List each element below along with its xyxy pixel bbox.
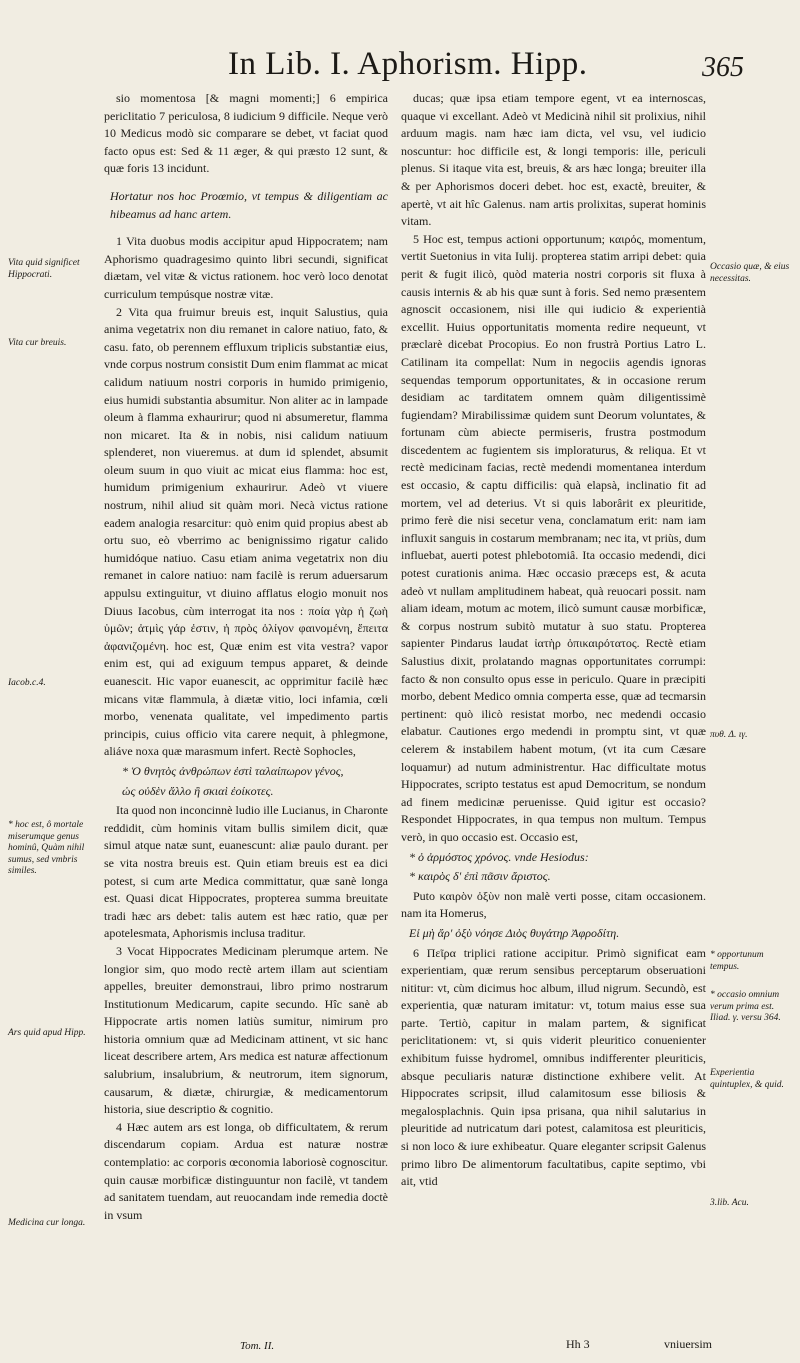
left-column [104, 90, 388, 1224]
running-head: In Lib. I. Aphorism. Hipp. [228, 46, 588, 82]
paragraph: Ita quod non inconcinnè ludio ille Lucianus, in Charonte reddidit, cùm hominis vitam bullis similem dicit, quæ simul atque natæ sunt, euanescunt: aliæ paulo durant. per se vita nostra breuis est. Quin etiam breuis est ea dici potest, si cum arte Medica committatur, quæ sanè longa est. Quasi dicat Hippocrates, propterea summa breuitate tradi hæc ars debet: talis autem est hæc ratio, quæ per apotelesmata, Aphorismis inclusa traditur. [104, 803, 388, 941]
greek-verse: Εἰ μὴ ἄρ' ὀξὺ νόησε Διὸς θυγάτηρ Ἀφροδίτη. [409, 925, 620, 940]
section-heading: Hortatur nos hoc Proœmio, vt tempus & diligentiam ac hibeamus ad hanc artem. [110, 188, 388, 221]
margin-note: * occasio omnium verum prima est. Iliad. γ. versu 364. [710, 990, 781, 1023]
margin-note: Vita cur breuis. [8, 338, 67, 348]
signature-mark: Hh 3 [566, 1337, 590, 1351]
margin-note: Experientia quintuplex, & quid. [710, 1068, 784, 1090]
paragraph: 3 Vocat Hippocrates Medicinam plerumque artem. Ne longior sim, quo modo rectè artem illam aut scientiam appelles, breuiter demonstraui, libro primo nostrarum Institutionum Medicarum, capite secundo. Hîc sanè ab Hippocrate artis nomen latiùs sumitur, nimirum pro historia omnium quæ ad Medicinam attinent, vt sic hanc liceat describere artem, Ars medica est naturæ affectionum salubrium, insalubrium, & neutrorum, item signorum, causarum, & diætæ, chirurgiæ, & medicamentorum historia, siue descriptio & cognitio. [104, 943, 388, 1117]
right-column [401, 90, 706, 1191]
paragraph: 6 Πεῖρα triplici ratione accipitur. Primò significat eam experientiam, quæ rerum sensibus perceptarum obseruationi nititur: vt, cùm dicimus hoc album, illud nigrum. Secundò, est experientia, quæ naturam imitatur: vt, totum maius esse sua parte. Tertiò, capitur in malam partem, & significat periclitationem: vt, si quis viderit pleuritico conuenienter exhibitum fuisse hydromel, omnibus indifferenter pleuriticis, absque peculiaris naturæ distinctione exhibere velit. At Hippocrates scripsit, illud calamitosum esse biliosis & megalosplachnis. Quin ipsa prisana, qua nihil salutarius in pleuritide ad nutricatum dari potest, calamitosa est pleuriticis, si non loco & iure exhibeatur. Quare eleganter scripsit Galenus primo libro De alimentorum facultatibus, capite septimo, vbi ait, vtid [401, 945, 706, 1189]
volume-mark: Tom. II. [240, 1340, 275, 1352]
page-number: 365 [702, 52, 744, 83]
paragraph: 4 Hæc autem ars est longa, ob difficultatem, & rerum discendarum copiam. Ardua est naturæ nostræ contemplatio: ac corporis œconomia laboriosè cognoscitur. quin causæ morbificæ distinguuntur non facilè, vt tandem ad sanitatem tuendam, aut reuocandam inde remedia doctè in vsum [104, 1119, 388, 1222]
paragraph: 5 Hoc est, tempus actioni opportunum; καιρός, momentum, vertit Suetonius in vita Iulij. propterea statim arripi debet: quia perit & fugit ilicò, quòd materia nostri corporis sit fluxa à causis internis & ab his quæ sunt à foris. Sed nemo præsentem agnoscit occasionem, nisi ille qui iudicio & experientià excellit. Huius opportunitatis momenta redire nequeunt, vt præclarè dicebat Procopius. Eo non frustrà Portius Latro L. Catilinam ita compellat: Num in negociis agendis ignoras sequendas temporum opportunitates, & in occasione rerum desidiam ac tarditatem omnem quàm diligentissimè fugiendam? Mirabilissimæ quidem sunt Deorum voluntates, & fortunam cùm abiecte permiseris, frustra postmodum discedentem ac fugientem sis imploraturus, & reliqua. Et vt rectè medicinam facias, rectè medendi momentanea interdum est occasio, & captu difficilis: quà elapsà, inclinatio fit ad mortem, vel ad deterius. Vt si quis laborârit ex pleuritide, primo ferè die nisi secetur vena, conclamatum erit: nam iam influxit sanguis in costarum membranam; nec ita, vt priùs, dum influebat, auerti potest phlebotomiâ. Ita occasio medendi, dici potest curationis anima. Hæc occasio præceps est, & acuta adeò vt nullam amplitudinem habeat, quà reuocari possit. nam aliam ideam, motum ac motem, ilicò sumunt causæ morbificæ, & corpus nostrum subitò mutatur à suo statu. Propterea sapienter Pindarus laudat ἰατὴρ ὀπικαιρότατος. Rectè etiam Salustius dixit, prolatando magnas opportunitates corrumpi: facto & non consulto opus esse in periculo. Quare in præcipiti morbo, debent Medico omnia comperta esse, quæ ad tecmarsin pertinent: quò ilicò resistat morbo, nec medendi occasio elabatur. Cautiones ergo medendi in promptu sint, vt quæ celerem & instabilem habent motum, (vt ita cum Cæsare loquamur) ad nutum administrentur. Hac difficultate motus Hippocrates, scripto testatus est apud Democritum, se nondum ad finem medicinæ peruenisse. Quid igitur est occasio? Respondet Hippocrates, in qua tempus non multum. Tempus verò, in quo occasio est. Occasio est, [401, 231, 706, 844]
margin-note: Ars quid apud Hipp. [8, 1028, 86, 1038]
greek-verse: * ὁ ἁρμόστος χρόνος. vnde Hesiodus: [409, 849, 589, 864]
paragraph: 1 Vita duobus modis accipitur apud Hippocratem; nam Aphorismo quadragesimo quinto libri secundi, significat diætam, vel vitæ & victus rationem. hoc verò loco denotat curriculum tempúsque nostræ vitæ. [104, 234, 388, 301]
margin-note: πυθ. Δ. ιγ. [710, 730, 748, 740]
margin-note: Medicina cur longa. [8, 1218, 86, 1228]
greek-verse: ὡς οὐδὲν ἄλλο ἢ σκιαὶ ἐοίκοτες. [122, 783, 274, 798]
paragraph: sio momentosa [& magni momenti;] 6 empirica periclitatio 7 periculosa, 8 iudicium 9 difficile. Neque verò 10 Medicus modò sic comparare se debet, vt faciat quod facto opus est: Sed & 11 æger, & qui præsto 12 sunt, & quæ foris 13 incidunt. [104, 91, 388, 176]
margin-note: * opportunum tempus. [710, 950, 764, 972]
greek-verse: * καιρὸς δ' ἐπὶ πᾶσιν ἄριστος. [409, 869, 551, 884]
paragraph: ducas; quæ ipsa etiam tempore egent, vt ea internoscas, quaque vi excellant. Adeò vt Medicinà nihil sit prolixius, nihil arduum magis. nam hæc iam dicta, vel vsu, vel iudicio noscuntur: hoc difficile est, & longi temporis: ille, periculi plenus. Si itaque vita est, breuis, & ars hæc longa; breuiter illa & per Aphorismos doceri debet. hoc est, exactè, breuiter, & apertè, vt ait hîc Galenus. nam artis prolixitas, superat hominis vitam. [401, 91, 706, 229]
margin-note: Occasio quæ, & eius necessitas. [710, 262, 790, 284]
greek-verse: * Ὁ θνητὸς ἀνθρώπων ἐστὶ ταλαίπωρον γένος, [122, 763, 344, 778]
margin-note: * hoc est, ô mortale miserumque genus hominû, Quàm nihil sumus, sed vmbris similes. [8, 820, 85, 876]
paragraph: 2 Vita qua fruimur breuis est, inquit Salustius, quia anima vegetatrix non diu remanet in calore natiuo, fato, & casu. fato, ob perennem effluxum triplicis substantiæ eius, vnde corpus nostrum consistit Dum enim flammat ac micat calidum natiuum nostri corporis in humido primigenio, eius humidi substantia absumitur. Non aliter ac in lampade oleum à flamma exhaurirur; quod ni absumeretur, flamma non micaret. Ita & in nobis, nisi calidum natiuum splenderet, non viueremus. at dum id splendet, absumit oleum suum in quo viuit ac micat eius flamma: hoc est, humidum primigenium exhaurirur. Adeò vt viuere nostrum, nihil aliud sit quàm mori. Necà victus ratione eadem analogia resarcitur: quò enim quid propius abest ab ortu suo, eò vberrimo ac benignissimo rigatur calido humidóque natiuo. Casu etiam anima vegetatrix non diu remanet in calore natiuo: nam facilè is rerum aduersarum appulsu extinguitur, vt diuino afflatus elogio monuit nos Diuus Iacobus, cùm interrogat ita nos : ποία γὰρ ἡ ζωὴ ὑμῶν; ἀτμὶς γάρ ἐστιν, ἡ πρὸς ὀλίγον φαινομένη, ἔπειτα ἀφανιζομένη. hoc est, Quæ enim est vita vestra? vapor enim est, qui ad exiguum tempus apparet, & deinde euanescit. Hic vapor euanescit, ac opprimitur facilè hæc micans vitæ flammula, à diætæ vitio, loci infamia, cœli morbo, venenata qualitate, vel impedimento partis principis, cuius officio vita carere nequit, à phlegmone, aliáve noxa quæ marasmum infert. Rectè Sophocles, [104, 304, 388, 759]
margin-note: Iacob.c.4. [8, 678, 46, 688]
margin-note: Vita quid significet Hippocrati. [8, 258, 80, 280]
margin-note: 3.lib. Acu. [710, 1198, 749, 1208]
catchword: vniuersim [664, 1337, 712, 1351]
paragraph: Puto καιρὸν ὀξὺν non malè verti posse, citam occasionem. nam ita Homerus, [401, 888, 706, 921]
